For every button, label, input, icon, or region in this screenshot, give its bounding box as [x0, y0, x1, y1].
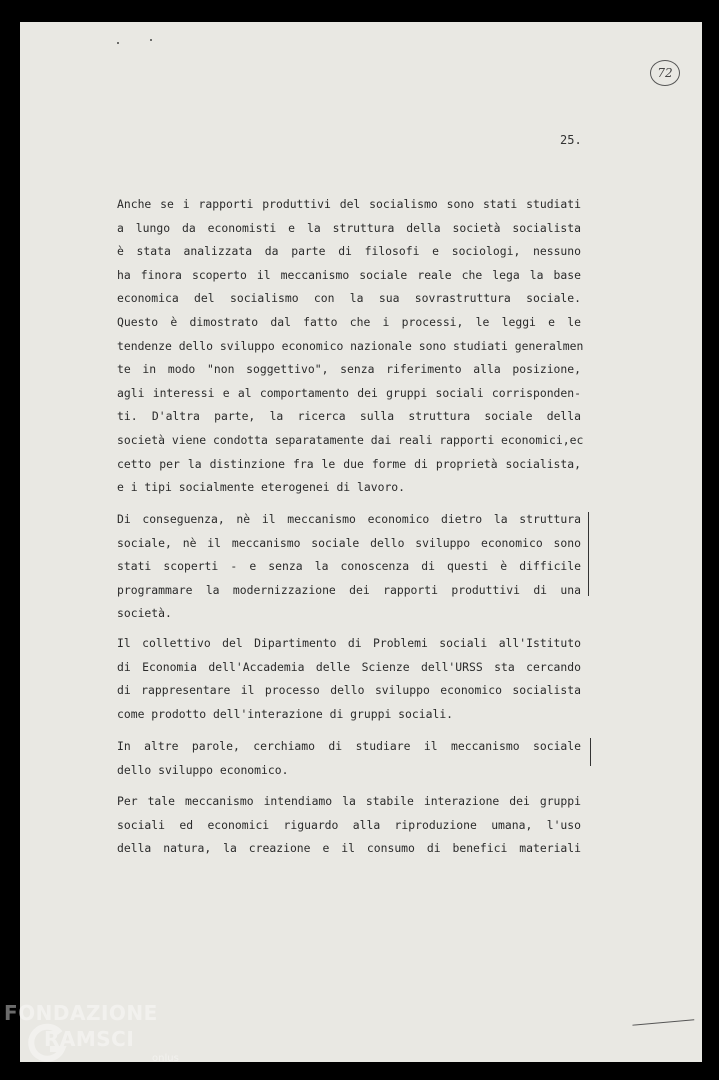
text-line: agli interessi e al comportamento dei gruppi sociali corrisponden-	[117, 385, 581, 400]
paragraph	[117, 790, 581, 861]
watermark-text: FONDAZIONE	[4, 1001, 158, 1025]
text-line: te in modo "non soggettivo", senza riferimento alla posizione,	[117, 362, 581, 377]
text-line: Anche se i rapporti produttivi del socialismo sono stati studiati	[117, 197, 581, 211]
text-line: Questo è dimostrato dal fatto che i processi, le leggi e le	[117, 314, 581, 329]
watermark-text: onlus	[152, 1053, 179, 1064]
paper-speck	[150, 39, 152, 41]
text-line: Per tale meccanismo intendiamo la stabile interazione dei gruppi	[117, 794, 581, 808]
text-line: tendenze dello sviluppo economico nazionale sono studiati generalmen	[117, 338, 584, 353]
text-line: sociali ed economici riguardo alla riproduzione umana, l'uso	[117, 817, 581, 832]
text-line: come prodotto dell'interazione di gruppi sociali.	[117, 706, 454, 721]
text-line: economica del socialismo con la sua sovrastruttura sociale.	[117, 291, 581, 306]
paragraph	[117, 735, 581, 782]
text-line: e i tipi socialmente eterogenei di lavoro.	[117, 480, 406, 495]
text-line: società.	[117, 606, 172, 621]
archive-number: 72	[650, 60, 680, 86]
text-line: società viene condotta separatamente dai reali rapporti economici,ec	[117, 432, 584, 447]
text-line: di Economia dell'Accademia delle Scienze dell'URSS sta cercando	[117, 659, 581, 674]
text-line: programmare la modernizzazione dei rapporti produttivi di una	[117, 582, 581, 597]
text-line: Il collettivo del Dipartimento di Problemi sociali all'Istituto	[117, 636, 581, 650]
text-line: a lungo da economisti e la struttura della società socialista	[117, 220, 581, 235]
margin-mark	[588, 512, 589, 596]
text-line: di rappresentare il processo dello sviluppo economico socialista	[117, 683, 581, 698]
paper-speck	[117, 42, 119, 44]
page-number: 25.	[560, 133, 582, 147]
text-line: sociale, nè il meccanismo sociale dello sviluppo economico sono	[117, 535, 581, 550]
paragraph	[117, 193, 584, 500]
text-line: cetto per la distinzione fra le due forme di proprietà socialista,	[117, 456, 581, 471]
text-line: stati scoperti - e senza la conoscenza di questi è difficile	[117, 559, 581, 574]
text-line: ha finora scoperto il meccanismo sociale reale che lega la base	[117, 267, 581, 282]
text-line: In altre parole, cerchiamo di studiare il meccanismo sociale	[117, 739, 581, 753]
text-line: Di conseguenza, nè il meccanismo economico dietro la struttura	[117, 512, 581, 526]
text-line: della natura, la creazione e il consumo di benefici materiali	[117, 841, 581, 856]
watermark-text: RAMSCI	[44, 1027, 135, 1051]
watermark-logo	[4, 1001, 184, 1079]
paragraph	[117, 632, 581, 726]
paragraph	[117, 508, 581, 626]
text-line: ti. D'altra parte, la ricerca sulla struttura sociale della	[117, 409, 581, 424]
text-line: dello sviluppo economico.	[117, 762, 289, 777]
text-line: è stata analizzata da parte di filosofi e sociologi, nessuno	[117, 244, 581, 259]
margin-mark	[590, 738, 591, 766]
